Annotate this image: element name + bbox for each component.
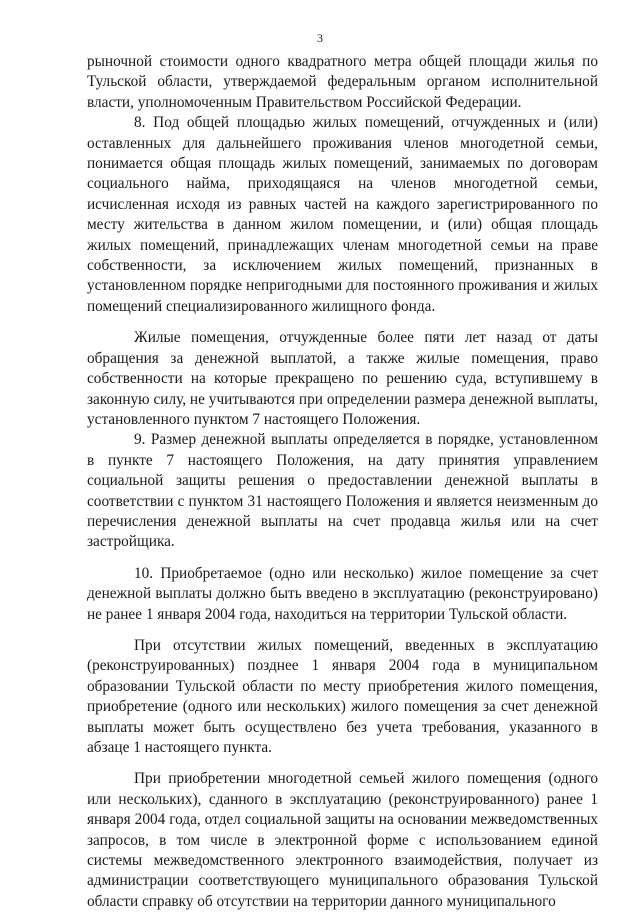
paragraph-item-8: 8. Под общей площадью жилых помещений, отчужденных и (или) оставленных для дальнейшего проживания членов многодетной семьи, понимается общая площадь жилых помещений, занимаемых по договорам социального найма, приходящаяся на членов многодетной семьи, исчисленная исходя из равных частей на каждого зарегистрированного по месту жительства в данном жилом помещении, и (или) общая площадь жилых помещений, принадлежащих членам многодетной семьи на праве собственности, за исключением жилых помещений, признанных в установленном порядке непригодными для постоянного проживания и жилых помещений специализированного жилищного фонда. [87, 114, 598, 315]
paragraph-item-10: 10. Приобретаемое (одно или несколько) жилое помещение за счет денежной выплаты должно быть введено в эксплуатацию (реконструировано) не ранее 1 января 2004 года, находиться на территории Тульской области. [87, 564, 598, 623]
paragraph-continuation: рыночной стоимости одного квадратного метра общей площади жилья по Тульской области, утверждаемой федеральным органом исполнительной власти, уполномоченным Правительством Российской Федерации. [87, 53, 598, 111]
page-number: 3 [317, 31, 323, 45]
paragraph-item-8-part-2: Жилые помещения, отчужденные более пяти лет назад от даты обращения за денежной выплатой, а также жилые помещения, право собственности на которые прекращено по решению суда, вступившему в законную силу, не учитываются при определении размера денежной выплаты, установленного пунктом 7 настоящего Положения. [87, 329, 598, 428]
paragraph-item-9: 9. Размер денежной выплаты определяется в порядке, установленном в пункте 7 настоящего Положения, на дату принятия управлением социальной защиты решения о предоставлении денежной выплаты в соответствии с пунктом 31 настоящего Положения и является неизменным до перечисления денежной выплаты на счет продавца жилья или на счет застройщика. [87, 431, 598, 551]
paragraph-item-10-part-3: При приобретении многодетной семьей жилого помещения (одного или нескольких), сданного в эксплуатацию (реконструированного) ранее 1 января 2004 года, отдел социальной защиты на основании межведомственных запросов, в том числе в электронной форме с использованием единой системы межведомственного электронного взаимодействия, получает из администрации соответствующего муниципального образования Тульской области справку об отсутствии на территории данного муниципального [87, 770, 598, 910]
paragraph-item-10-part-2: При отсутствии жилых помещений, введенных в эксплуатацию (реконструированных) позднее 1 января 2004 года в муниципальном образовании Тульской области по месту приобретения жилого помещения, приобретение (одного или нескольких) жилого помещения за счет денежной выплаты может быть осуществлено без учета требования, указанного в абзаце 1 настоящего пункта. [87, 636, 598, 756]
document-body [87, 52, 598, 912]
